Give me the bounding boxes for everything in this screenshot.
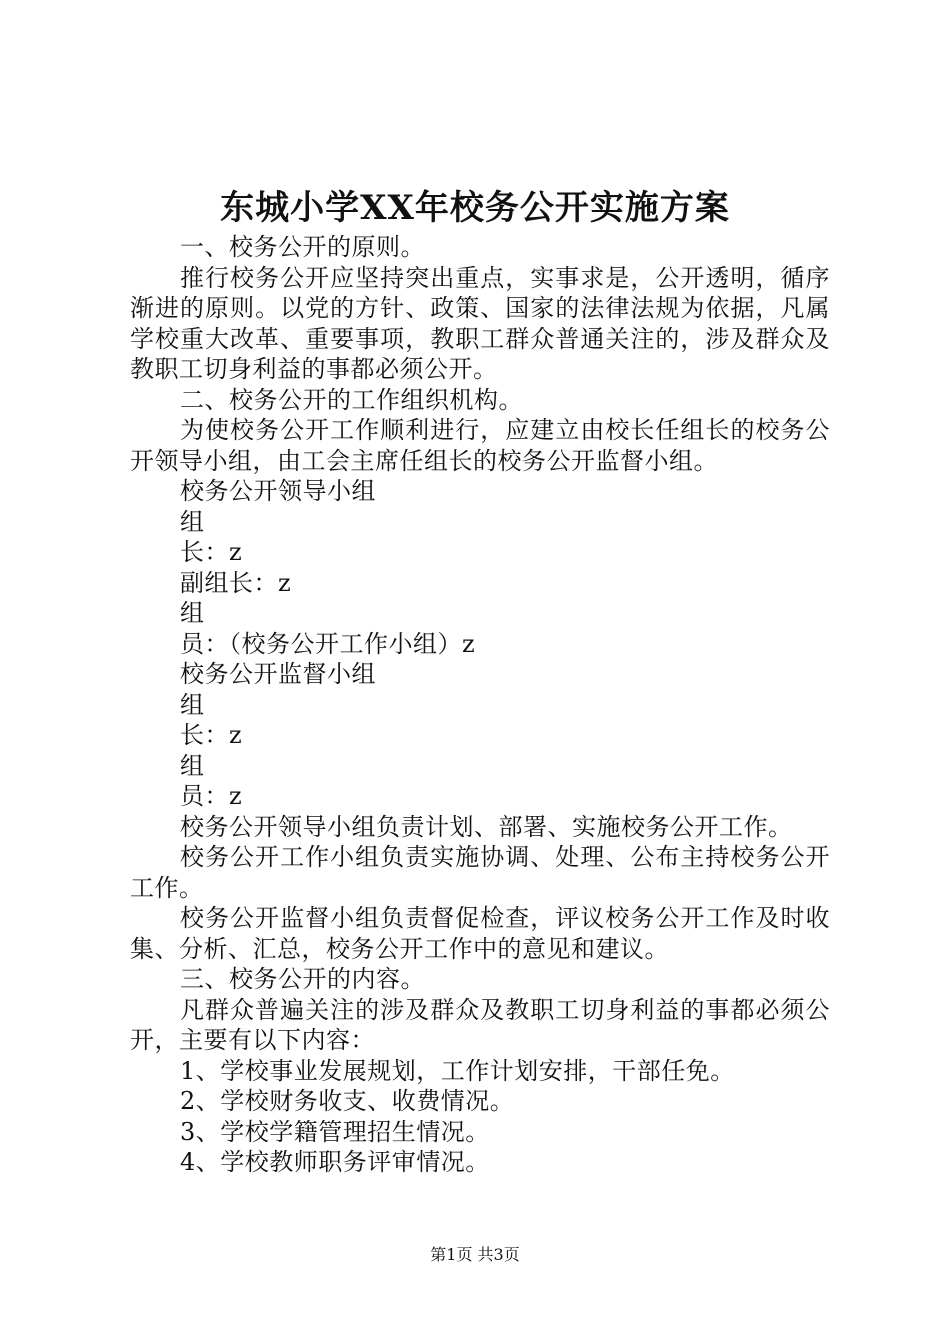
paragraph-principles: 推行校务公开应坚持突出重点，实事求是，公开透明，循序渐进的原则。以党的方针、政策、国家的法律法规为依据，凡属学校重大改革、重要事项，教职工群众普通关注的，涉及群众及教职工切身利益的事都必须公开。 xyxy=(130,263,830,383)
section-heading-2: 二、校务公开的工作组织机构。 xyxy=(180,385,523,414)
leadership-deputy: 副组长：z xyxy=(180,568,292,597)
list-item: 2、学校财务收支、收费情况。 xyxy=(180,1087,515,1115)
leadership-group-heading: 校务公开领导小组 xyxy=(180,477,376,505)
supervision-group-heading: 校务公开监督小组 xyxy=(180,660,376,688)
supervision-member-value: 员：z xyxy=(180,782,243,810)
leadership-member-label: 组 xyxy=(180,599,205,627)
list-item: 3、学校学籍管理招生情况。 xyxy=(180,1117,490,1146)
page-footer: 第1页 共3页 xyxy=(430,1245,520,1264)
section-heading-1: 一、校务公开的原则。 xyxy=(180,233,425,261)
duty-working-group: 校务公开工作小组负责实施协调、处理、公布主持校务公开工作。 xyxy=(130,843,830,902)
supervision-leader-label: 组 xyxy=(180,690,205,719)
list-item: 4、学校教师职务评审情况。 xyxy=(180,1148,490,1176)
paragraph-organization: 为使校务公开工作顺利进行，应建立由校长任组长的校务公开领导小组，由工会主席任组长的校务公开监督小组。 xyxy=(130,416,830,475)
leadership-member-value: 员：（校务公开工作小组）z xyxy=(180,629,476,658)
supervision-leader-value: 长：z xyxy=(180,721,243,749)
document-body xyxy=(130,232,830,1178)
paragraph-content-intro: 凡群众普遍关注的涉及群众及教职工切身利益的事都必须公开，主要有以下内容： xyxy=(130,995,830,1054)
duty-supervision: 校务公开监督小组负责督促检查，评议校务公开工作及时收集、分析、汇总，校务公开工作中的意见和建议。 xyxy=(130,904,830,963)
list-item: 1、学校事业发展规划，工作计划安排，干部任免。 xyxy=(180,1056,735,1085)
duty-leadership: 校务公开领导小组负责计划、部署、实施校务公开工作。 xyxy=(180,812,793,841)
leadership-leader-value: 长：z xyxy=(180,538,243,566)
supervision-member-label: 组 xyxy=(180,751,205,780)
document-title: 东城小学XX年校务公开实施方案 xyxy=(220,188,730,228)
section-heading-3: 三、校务公开的内容。 xyxy=(180,965,425,993)
leadership-leader-label: 组 xyxy=(180,507,205,536)
